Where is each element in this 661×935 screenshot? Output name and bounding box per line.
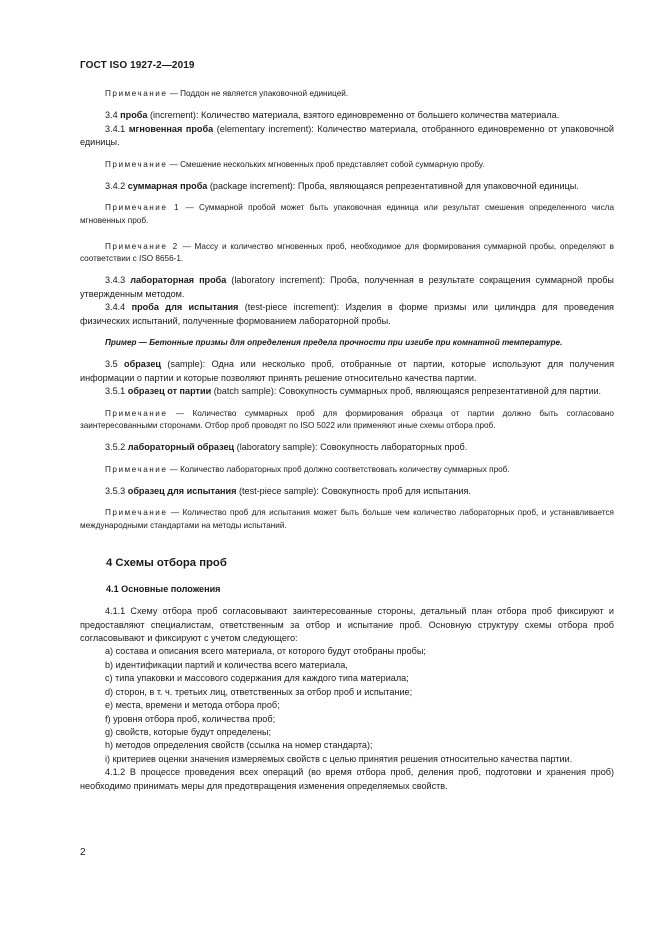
- note-label: Примечание 1: [105, 203, 181, 213]
- list-item: g) свойств, которые будут определены;: [105, 726, 272, 737]
- note-pallet: [80, 88, 614, 100]
- term: лабораторный образец: [127, 442, 235, 453]
- definition-text: (laboratory increment): Проба, полученная в результате сокращения суммарной пробы утвержденным методом.: [80, 275, 614, 299]
- note-label: Примечание: [105, 464, 168, 474]
- list-item: e) места, времени и метода отбора проб;: [105, 700, 280, 711]
- note-test: [80, 507, 614, 532]
- note-text: — Количество суммарных проб для формирования образца от партии должно быть согласовано заинтересованными сторонами. Отбор проб проводят по ISO 5022 или применяют иные схемы отбора проб.: [80, 408, 614, 430]
- clause-number: 3.5.3: [105, 485, 128, 496]
- clause-number: 3.5: [105, 359, 125, 370]
- term: мгновенная проба: [128, 123, 214, 134]
- list-item: f) уровня отбора проб, количества проб;: [105, 713, 276, 724]
- section-heading: 4 Схемы отбора проб: [106, 556, 227, 569]
- note-label: Примечание: [105, 508, 168, 518]
- note-text: — Суммарной пробой может быть упаковочная единица или результат смешения определенного числа мгновенных проб.: [80, 203, 614, 225]
- note-mixing: [80, 159, 614, 171]
- criteria-list: [80, 645, 614, 766]
- note-1: [80, 202, 614, 227]
- note-2: [80, 241, 614, 266]
- example: Пример — Бетонные призмы для определения предела прочности при изгибе при комнатной температуре.: [105, 338, 563, 348]
- note-batch: [80, 408, 614, 433]
- definition-text: (test-piece sample): Совокупность проб для испытания.: [236, 485, 471, 496]
- clause-number: 3.4.3: [105, 275, 131, 286]
- note-text: — Поддон не является упаковочной единицей.: [167, 89, 349, 98]
- list-item: a) состава и описания всего материала, от которого будут отобраны пробы;: [105, 646, 426, 657]
- note-label: Примечание: [105, 89, 168, 98]
- definition-3-4-2: [80, 180, 614, 193]
- definition-3-5-2: [80, 441, 614, 454]
- document-body: [80, 88, 614, 793]
- note-text: — Массу и количество мгновенных проб, необходимое для формирования суммарной пробы, определяют в соответствии с ISO 8656-1.: [80, 241, 615, 264]
- note-lab: [80, 464, 614, 476]
- term: проба для испытания: [131, 302, 239, 313]
- list-item: i) критериев оценки значения измеряемых свойств с целью принятия решения относительно качества партии.: [105, 753, 573, 764]
- definition-text: (test-piece increment): Изделия в форме призмы или цилиндра для проведения физических испытаний, полученные формованием лабораторной пробы.: [80, 302, 614, 326]
- note-label: Примечание: [105, 159, 168, 169]
- definition-3-5: [80, 358, 614, 385]
- definition-3-5-3: [80, 485, 614, 498]
- term: проба: [120, 110, 148, 121]
- term: образец: [124, 359, 161, 370]
- note-text: — Количество проб для испытания может быть больше чем количество лабораторных проб, и устанавливается международными стандартами на методы испытаний.: [80, 508, 614, 530]
- note-text: — Количество лабораторных проб должно соответствовать количеству суммарных проб.: [167, 464, 510, 474]
- definition-text: (elementary increment): Количество материала, отобранного единовременно от упаковочной единицы.: [80, 123, 614, 148]
- definition-text: (sample): Одна или несколько проб, отобранные от партии, которые используют для получения информации о партии и которые позволяют принять решение относительно качества партии.: [80, 359, 614, 383]
- list-item: b) идентификации партий и количества всего материала,: [105, 659, 348, 670]
- term: суммарная проба: [127, 180, 208, 191]
- clause-number: 3.4.2: [105, 180, 128, 191]
- term: образец от партии: [127, 386, 212, 397]
- definition-3-4-3: [80, 274, 614, 301]
- clause-number: 3.5.2: [105, 442, 128, 453]
- term: лабораторная проба: [130, 275, 227, 286]
- clause-4-1-1: 4.1.1 Схему отбора проб согласовывают заинтересованные стороны, детальный план отбора проб фиксируют и предоставляют специалистам, ответственным за отбор и испытание проб. Основную структуру схемы отбора проб согласовывают и фиксируют с учетом следующего:: [80, 606, 614, 644]
- subsection-heading: 4.1 Основные положения: [106, 583, 221, 594]
- definition-text: (batch sample): Совокупность суммарных проб, являющаяся репрезентативной для партии.: [211, 386, 602, 397]
- definition-3-4-1: [80, 123, 614, 150]
- definition-3-4: [80, 109, 614, 122]
- clause-number: 3.4: [105, 110, 121, 121]
- list-item: h) методов определения свойств (ссылка на номер стандарта);: [105, 740, 373, 751]
- definition-text: (laboratory sample): Совокупность лабораторных проб.: [234, 442, 468, 453]
- definition-text: (increment): Количество материала, взятого единовременно от большего количества материала.: [147, 110, 560, 121]
- note-label: Примечание: [105, 408, 168, 418]
- clause-number: 3.5.1: [105, 386, 128, 397]
- note-text: — Смешение нескольких мгновенных проб представляет собой суммарную пробу.: [167, 159, 485, 169]
- term: образец для испытания: [127, 485, 237, 496]
- definition-text: (package increment): Проба, являющаяся репрезентативной для упаковочной единицы.: [207, 180, 579, 191]
- note-label: Примечание 2: [105, 241, 179, 251]
- definition-3-5-1: [80, 385, 614, 398]
- definition-3-4-4: [80, 301, 614, 328]
- clause-4-1-2: 4.1.2 В процессе проведения всех операций (во время отбора проб, деления проб, подготовки и хранения проб) необходимо принимать меры для предотвращения изменения определяемых свойств.: [80, 767, 614, 791]
- document-header: ГОСТ ISO 1927-2—2019: [80, 60, 195, 71]
- clause-number: 3.4.1: [105, 123, 129, 134]
- clause-number: 3.4.4: [105, 302, 132, 313]
- list-item: d) сторон, в т. ч. третьих лиц, ответственных за отбор проб и испытание;: [105, 686, 413, 697]
- page-number: 2: [80, 847, 86, 858]
- list-item: c) типа упаковки и массового содержания для каждого типа материала;: [105, 673, 409, 684]
